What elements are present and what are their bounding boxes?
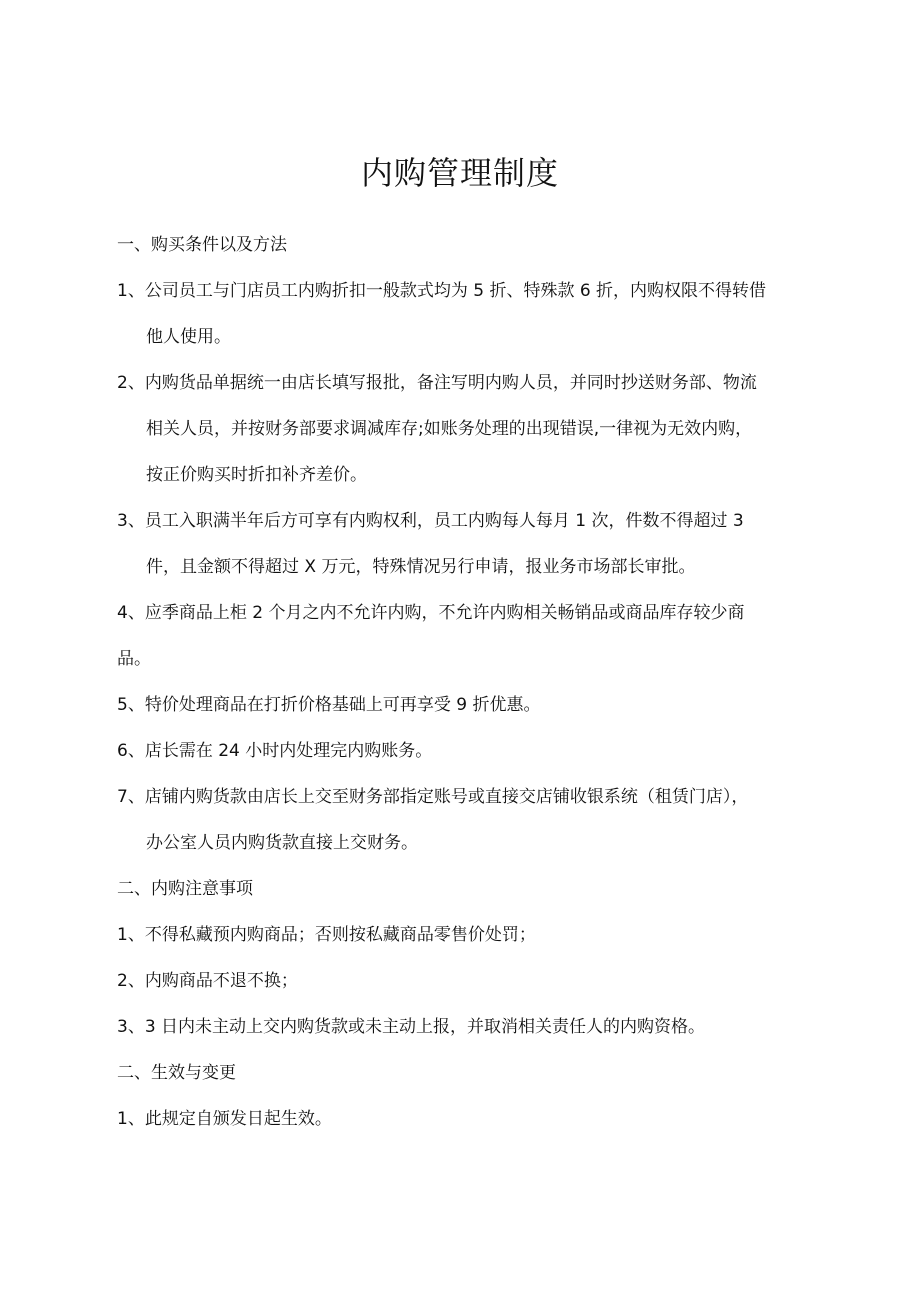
list-item (117, 682, 817, 728)
item-line: 1、不得私藏预内购商品；否则按私藏商品零售价处罚； (117, 925, 536, 945)
item-line: 件，且金额不得超过 X 万元，特殊情况另行申请，报业务市场部长审批。 (146, 557, 696, 577)
item-line: 相关人员，并按财务部要求调减库存;如账务处理的出现错误,一律视为无效内购， (146, 419, 753, 439)
item-line: 他人使用。 (146, 327, 231, 347)
item-line: 3、员工入职满半年后方可享有内购权利，员工内购每人每月 1 次，件数不得超过 3 (117, 511, 744, 531)
item-line: 品。 (117, 649, 151, 669)
list-item (117, 360, 817, 498)
item-line: 6、店长需在 24 小时内处理完内购账务。 (117, 741, 433, 761)
item-line: 5、特价处理商品在打折价格基础上可再享受 9 折优惠。 (117, 695, 541, 715)
list-item (117, 268, 817, 360)
item-line: 7、店铺内购货款由店长上交至财务部指定账号或直接交店铺收银系统（租赁门店）， (117, 787, 749, 807)
list-item (117, 958, 817, 1004)
item-line: 办公室人员内购货款直接上交财务。 (146, 833, 418, 853)
item-line: 4、应季商品上柜 2 个月之内不允许内购，不允许内购相关畅销品或商品库存较少商 (117, 603, 745, 623)
section-heading: 二、生效与变更 (117, 1063, 236, 1083)
item-line: 3、3 日内未主动上交内购货款或未主动上报，并取消相关责任人的内购资格。 (117, 1017, 706, 1037)
list-item (117, 590, 817, 682)
list-item (117, 728, 817, 774)
item-line: 2、内购商品不退不换； (117, 971, 298, 991)
item-line: 1、公司员工与门店员工内购折扣一般款式均为 5 折、特殊款 6 折，内购权限不得转借 (117, 281, 767, 301)
list-item (117, 1096, 817, 1142)
list-item (117, 1004, 817, 1050)
document-body (117, 222, 817, 1142)
list-item (117, 912, 817, 958)
document-title: 内购管理制度 (360, 154, 559, 193)
item-line: 按正价购买时折扣补齐差价。 (146, 465, 367, 485)
section-heading: 二、内购注意事项 (117, 879, 253, 899)
item-line: 1、此规定自颁发日起生效。 (117, 1109, 332, 1129)
list-item (117, 774, 817, 866)
item-line: 2、内购货品单据统一由店长填写报批，备注写明内购人员，并同时抄送财务部、物流 (117, 373, 757, 393)
list-item (117, 498, 817, 590)
section-heading: 一、购买条件以及方法 (117, 235, 287, 255)
